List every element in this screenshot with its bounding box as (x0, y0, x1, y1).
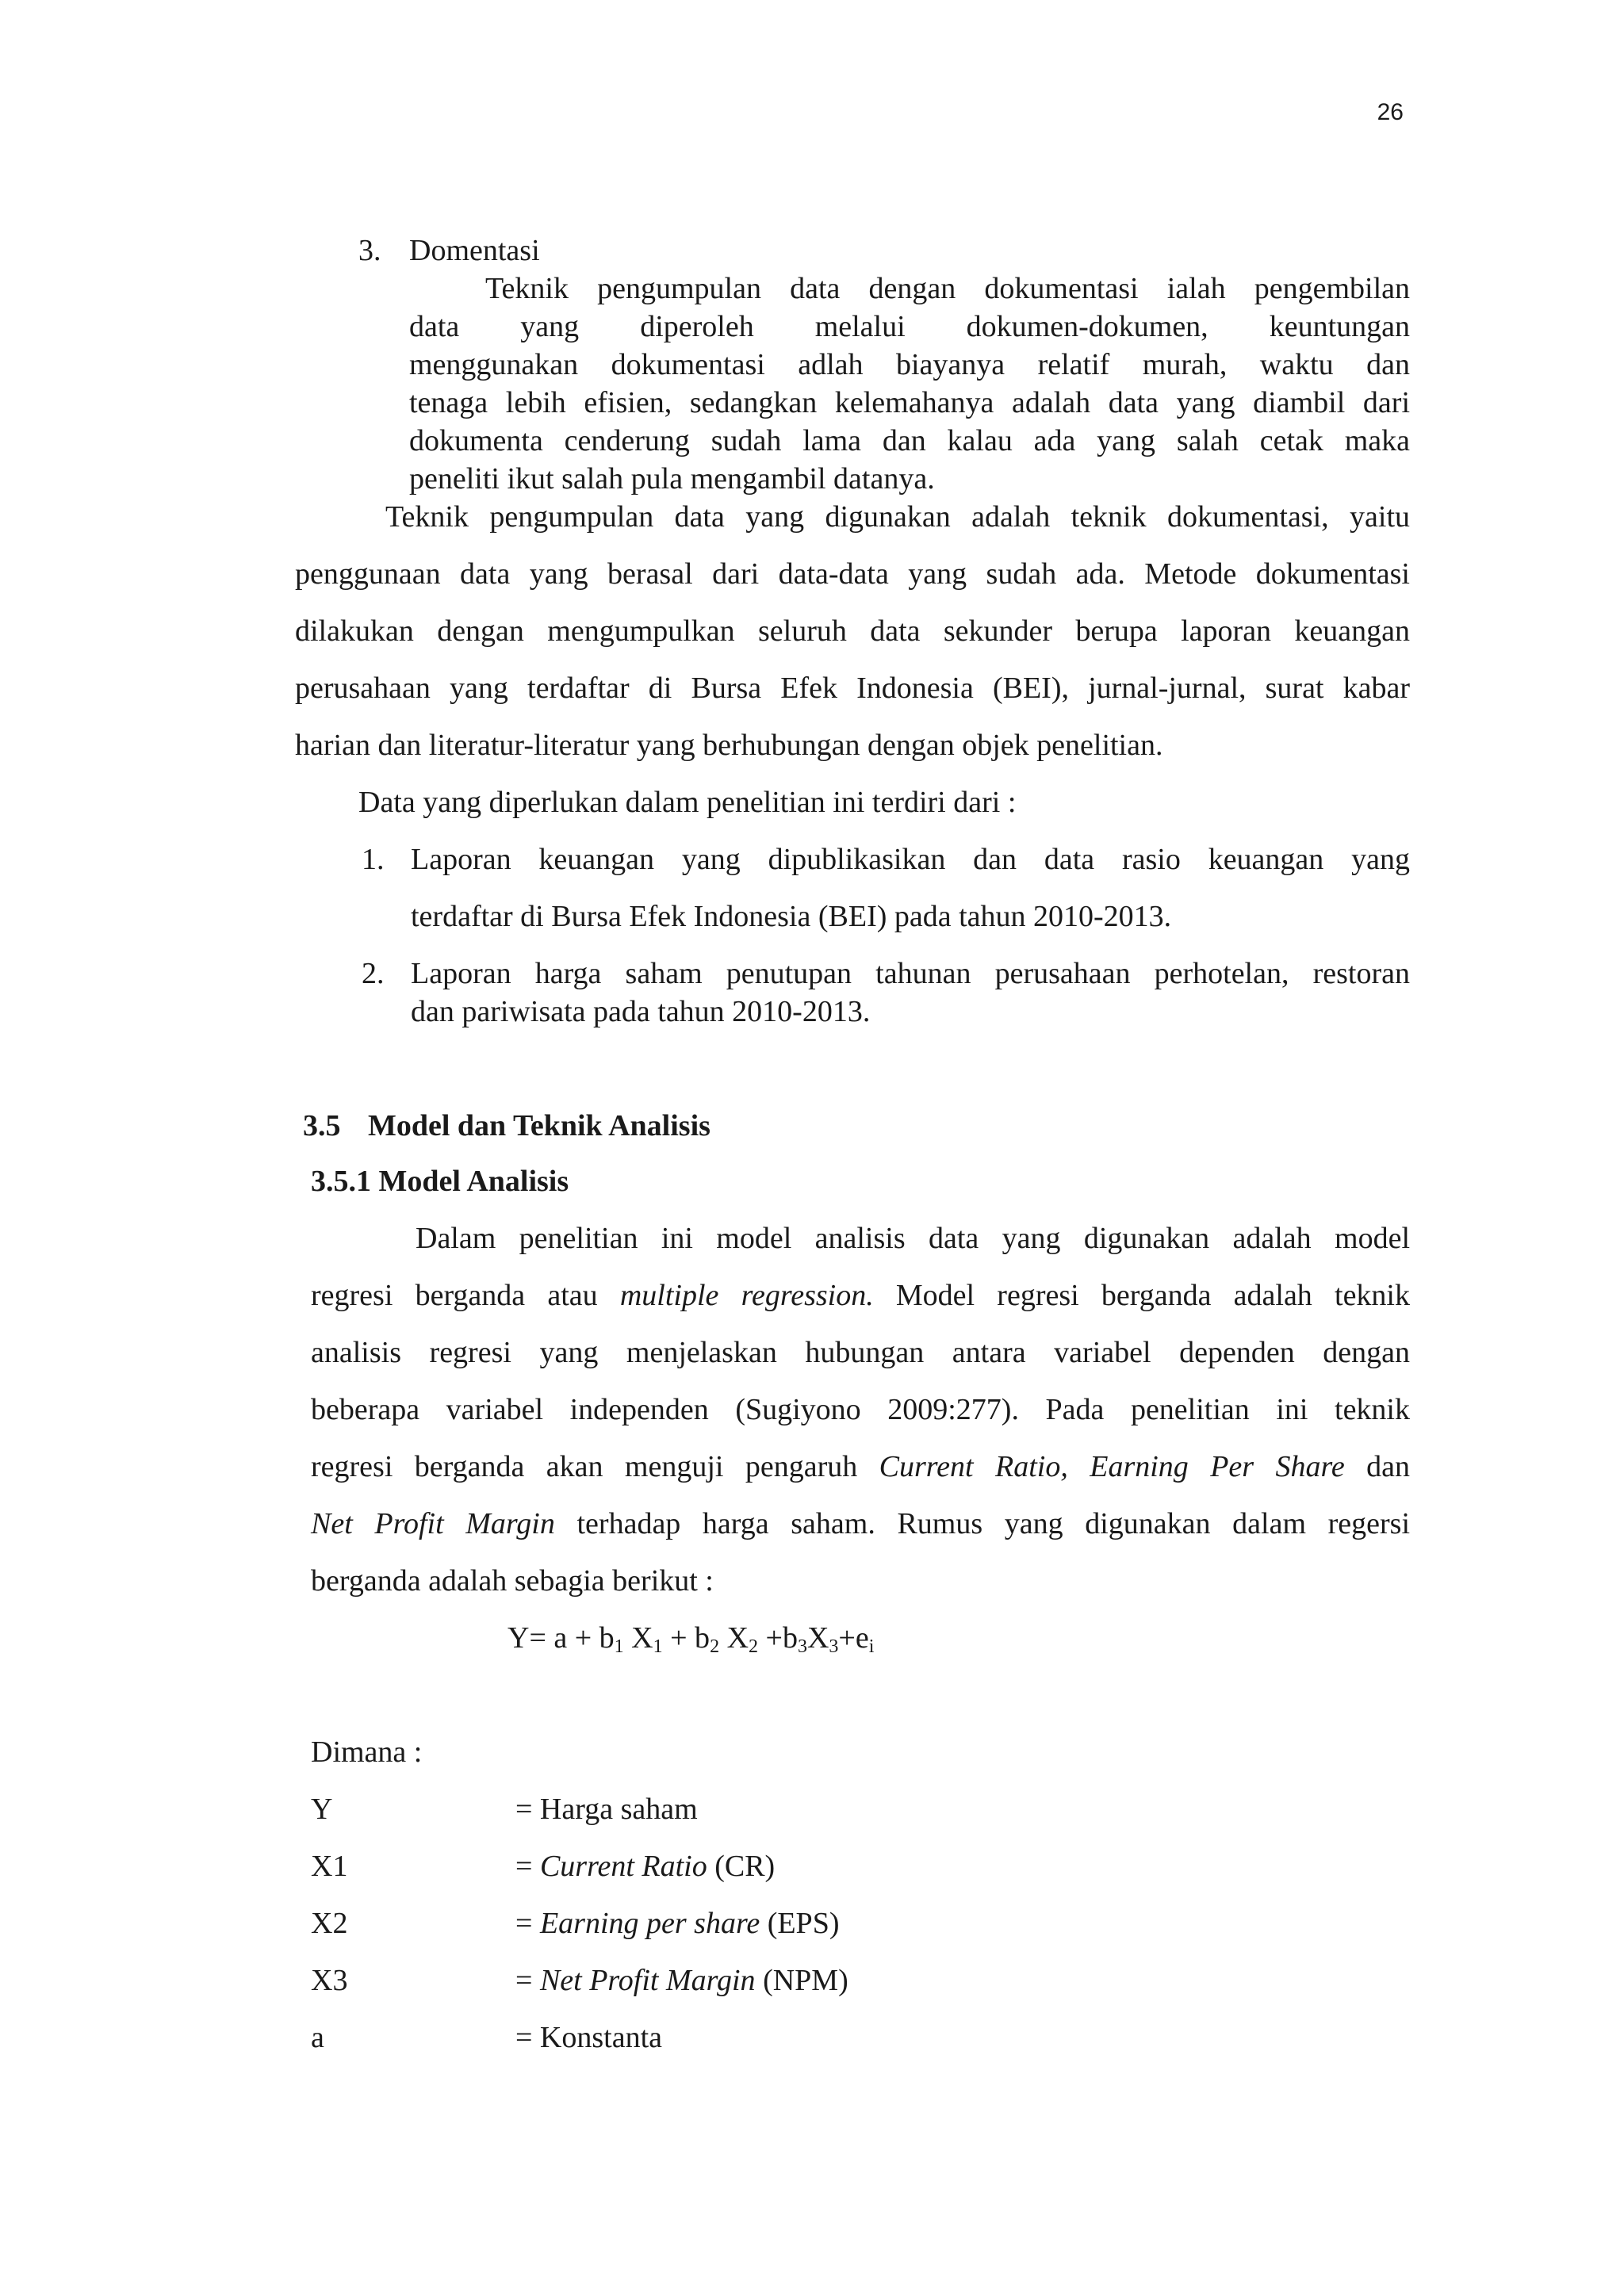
definition-x2-meaning: = Earning per share (EPS) (515, 1907, 840, 1940)
domentasi-line-4: tenaga lebih efisien, sedangkan kelemahanya adalah data yang diambil dari (409, 386, 1410, 419)
where-label: Dimana : (311, 1735, 423, 1769)
data-list-2-line-2: dan pariwisata pada tahun 2010-2013. (411, 995, 871, 1028)
definition-x1-symbol: X1 (311, 1850, 348, 1883)
definition-x3-meaning: = Net Profit Margin (NPM) (515, 1964, 848, 1997)
definition-y-meaning: = Harga saham (515, 1793, 698, 1826)
regression-formula: $Y= a + b_1$ $X_1 + b_2$ $X_2 +b_3X_3+e_i$ (508, 1621, 875, 1657)
definition-x2-symbol: X2 (311, 1907, 348, 1940)
section-3-title: Domentasi (409, 234, 540, 267)
definition-x1-meaning: = Current Ratio (CR) (515, 1850, 776, 1883)
data-list-1-line-2: terdaftar di Bursa Efek Indonesia (BEI) pada tahun 2010-2013. (411, 900, 1172, 933)
domentasi-line-1: Teknik pengumpulan data dengan dokumentasi ialah pengembilan (485, 272, 1410, 305)
main-paragraph-line-5: harian dan literatur-literatur yang berhubungan dengan objek penelitian. (295, 729, 1163, 762)
data-list-1-line-1: Laporan keuangan yang dipublikasikan dan data rasio keuangan yang (411, 843, 1410, 876)
heading-3-5-1: 3.5.1 Model Analisis (311, 1165, 569, 1198)
model-paragraph-line-7: berganda adalah sebagia berikut : (311, 1564, 714, 1598)
section-3-number: 3. (358, 234, 381, 267)
domentasi-line-3: menggunakan dokumentasi adlah biayanya relatif murah, waktu dan (409, 348, 1410, 381)
main-paragraph-line-2: penggunaan data yang berasal dari data-data yang sudah ada. Metode dokumentasi (295, 557, 1410, 591)
domentasi-line-6: peneliti ikut salah pula mengambil datanya. (409, 462, 935, 496)
model-paragraph-line-1: Dalam penelitian ini model analisis data yang digunakan adalah model (416, 1222, 1410, 1255)
domentasi-line-5: dokumenta cenderung sudah lama dan kalau ada yang salah cetak maka (409, 424, 1410, 457)
main-paragraph-line-1: Teknik pengumpulan data yang digunakan adalah teknik dokumentasi, yaitu (385, 500, 1410, 534)
heading-3-5-number: 3.5 (303, 1109, 341, 1142)
model-paragraph-line-3: analisis regresi yang menjelaskan hubungan antara variabel dependen dengan (311, 1336, 1410, 1369)
data-list-2-line-1: Laporan harga saham penutupan tahunan perusahaan perhotelan, restoran (411, 957, 1410, 990)
data-intro: Data yang diperlukan dalam penelitian ini terdiri dari : (358, 786, 1017, 819)
definition-y-symbol: Y (311, 1793, 333, 1826)
data-list-2-number: 2. (362, 957, 385, 990)
definition-a-meaning: = Konstanta (515, 2021, 663, 2054)
data-list-1-number: 1. (362, 843, 385, 876)
domentasi-line-2: data yang diperoleh melalui dokumen-dokumen, keuntungan (409, 310, 1410, 343)
heading-3-5-title: Model dan Teknik Analisis (368, 1109, 710, 1142)
model-paragraph-line-4: beberapa variabel independen (Sugiyono 2009:277). Pada penelitian ini teknik (311, 1393, 1410, 1426)
page-number: 26 (1377, 99, 1404, 125)
model-paragraph-line-6: Net Profit Margin terhadap harga saham. Rumus yang digunakan dalam regersi (311, 1507, 1411, 1540)
main-paragraph-line-4: perusahaan yang terdaftar di Bursa Efek Indonesia (BEI), jurnal-jurnal, surat kabar (295, 672, 1410, 705)
model-paragraph-line-5: regresi berganda akan menguji pengaruh Current Ratio, Earning Per Share dan (311, 1450, 1410, 1483)
main-paragraph-line-3: dilakukan dengan mengumpulkan seluruh data sekunder berupa laporan keuangan (295, 614, 1410, 648)
definition-a-symbol: a (311, 2021, 324, 2054)
model-paragraph-line-2: regresi berganda atau multiple regression. Model regresi berganda adalah teknik (311, 1279, 1410, 1312)
definition-x3-symbol: X3 (311, 1964, 348, 1997)
